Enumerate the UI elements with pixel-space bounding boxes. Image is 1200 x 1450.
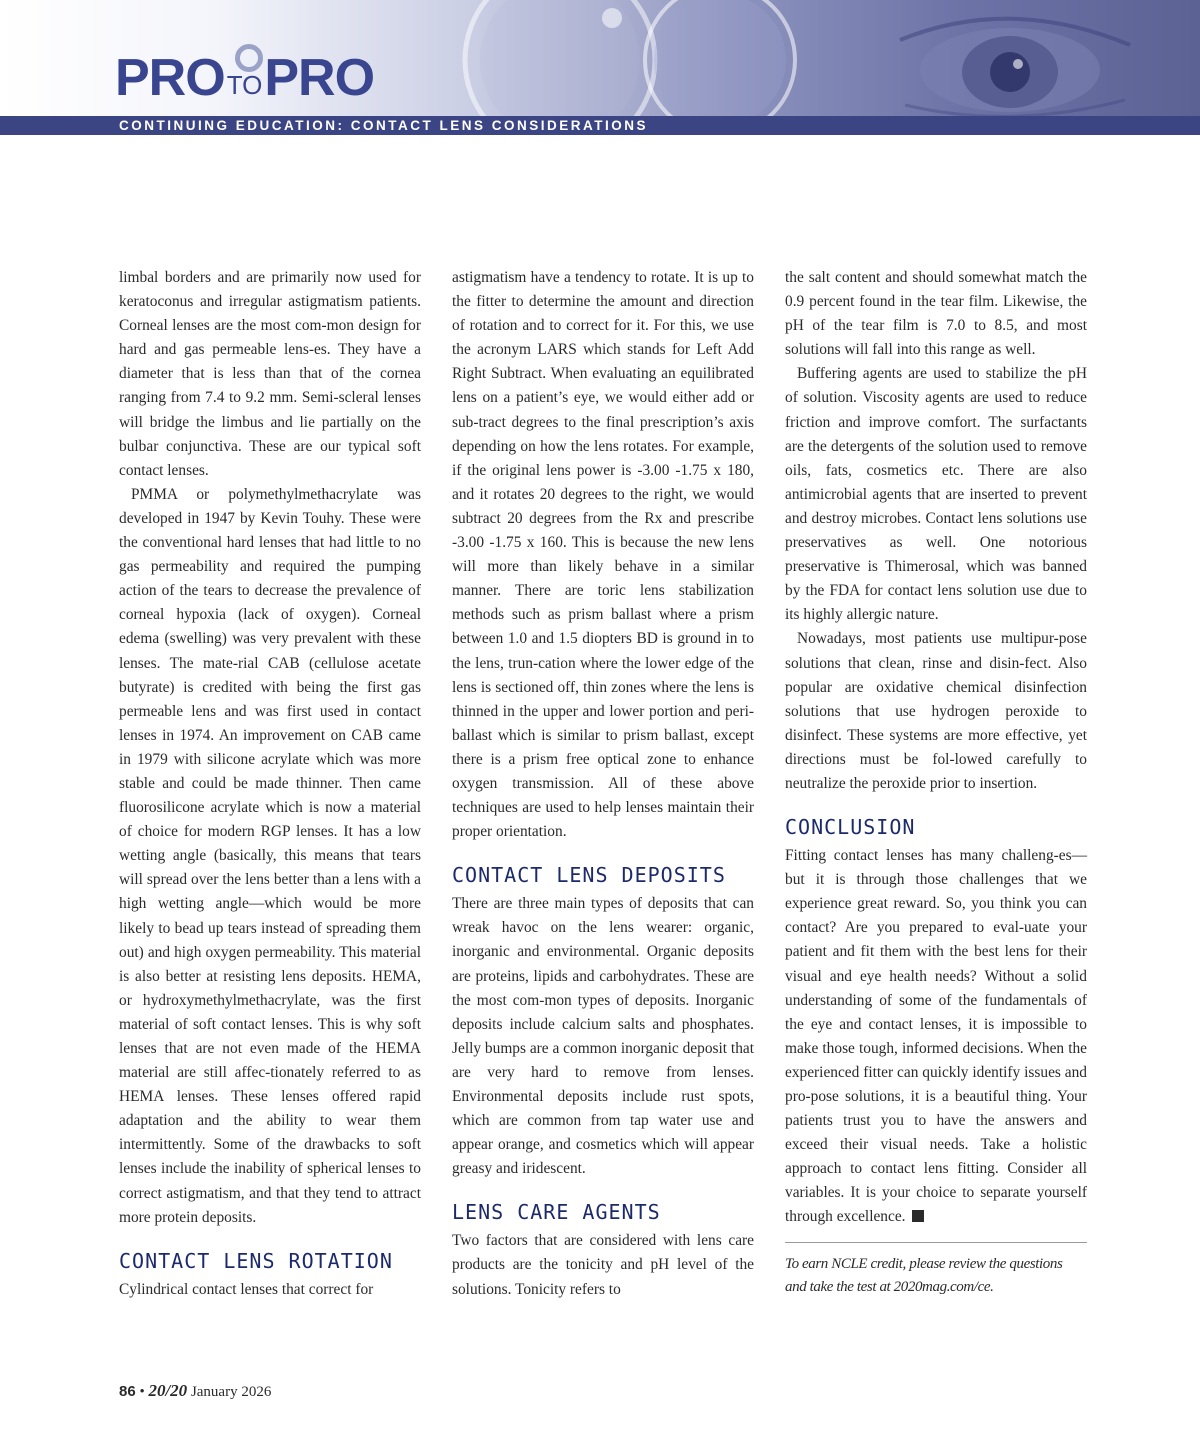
magazine-name: 20/20 xyxy=(148,1381,188,1400)
end-of-article-square-icon xyxy=(912,1210,924,1222)
heading-conclusion: CONCLUSION xyxy=(785,815,916,840)
section-banner xyxy=(0,116,1200,135)
logo-left: PRO xyxy=(115,49,225,107)
col2-paragraph-1: astigmatism have a tendency to rotate. It is up to the fitter to determine the amount and direction of rotation and to correct for it. For this, we use the acronym LARS which stands for Left Add Right Subtract. When evaluating an equilibrated lens on a patient’s eye, we would either add or sub-tract degrees to the final prescription’s axis depending on how the lens rotates. For example, if the original lens power is -3.00 -1.75 x 180, and it rotates 20 degrees to the right, we would subtract 20 degrees from the Rx and prescribe -3.00 -1.75 x 160. This is because the new lens will more than likely behave in a similar manner. There are toric lens stabilization methods such as prism ballast where a prism between 1.0 and 1.5 diopters BD is ground in to the lens, trun-cation where the lower edge of the lens is sectioned off, thin zones where the lens is thinned in the upper and lower portion and peri-ballast which is similar to prism ballast, except there is a prism free optical zone to enhance oxygen transmission. All of these above techniques are used to help lenses maintain their proper orientation. xyxy=(452,269,754,841)
header-banner-image xyxy=(0,0,1200,135)
heading-contact-lens-deposits: CONTACT LENS DEPOSITS xyxy=(452,863,726,888)
pro-to-pro-logo xyxy=(115,48,374,108)
heading-contact-lens-rotation: CONTACT LENS ROTATION xyxy=(119,1248,393,1273)
column-3 xyxy=(785,266,1087,1299)
issue-date: January 2026 xyxy=(190,1384,272,1400)
logo-to xyxy=(227,70,263,101)
col2-paragraph-2: There are three main types of deposits that can wreak havoc on the lens wearer: organic, inorganic and environmental. Organic deposits are proteins, lipids and carbohydrates. These are the most com-mon types of deposits. Inorganic deposits include calcium salts and phosphates. Jelly bumps are a common inorganic deposit that are very hard to remove from lenses. Environmental deposits include rust spots, which are common from tap water use and appear orange, and cosmetics which will appear greasy and iridescent. xyxy=(452,895,754,1178)
col3-paragraph-4 xyxy=(785,844,1087,1230)
col2-paragraph-3: Two factors that are considered with lens care products are the tonicity and pH level of the solutions. Tonicity refers to xyxy=(452,1232,754,1298)
footer-bullet: • xyxy=(139,1384,145,1400)
logo-right: PRO xyxy=(264,49,375,107)
heading-lens-care-agents: LENS CARE AGENTS xyxy=(452,1200,661,1225)
logo-to-text: TO xyxy=(226,70,263,100)
col1-paragraph-3: Cylindrical contact lenses that correct for xyxy=(119,1280,374,1298)
section-banner-text: CONTINUING EDUCATION: CONTACT LENS CONSIDERATIONS xyxy=(119,118,648,133)
col3-paragraph-2: Buffering agents are used to stabilize the pH of solution. Viscosity agents are used to reduce friction and improve comfort. The surfactants are the detergents of the solution used to remove oils, fats, cosmetics etc. There are also antimicrobial agents that are inserted to prevent and destroy microbes. Contact lens solutions use preservatives as well. One notorious preservative is Thimerosal, which was banned by the FDA for contact lens solution use due to its highly allergic nature. xyxy=(785,365,1087,624)
divider xyxy=(785,1242,1087,1243)
conclusion-text: Fitting contact lenses has many challeng-es—but it is through those challenges that we experience great reward. So, you think you can contact? Are you prepared to eval-uate your patient and fit them with the best lens for their visual and eye health needs? Without a solid understanding of some of the fundamentals of the eye and contact lenses, it is impossible to make those tough, informed decisions. When the experienced fitter can quickly identify issues and pro-pose solutions, it is a beautiful thing. Your patients trust you to have the answers and exceed their visual needs. Take a holistic approach to contact lens fitting. Consider all variables. It is your choice to separate yourself through excellence. xyxy=(785,847,1087,1226)
col1-paragraph-1: limbal borders and are primarily now used for keratoconus and irregular astigmatism patients. Corneal lenses are the most com-mon design for hard and gas permeable lens-es. They have a diameter that is less than that of the cornea ranging from 7.4 to 9.2 mm. Semi-scleral lenses will bridge the limbus and lie partially on the bulbar conjunctiva. These are our typical soft contact lenses. xyxy=(119,269,421,479)
column-1 xyxy=(119,266,421,1302)
logo-ring-icon xyxy=(235,44,263,72)
col3-paragraph-1: the salt content and should somewhat match the 0.9 percent found in the tear film. Likewise, the pH of the tear film is 7.0 to 8.5, and most solutions will fall into this range as well. xyxy=(785,269,1087,359)
col3-paragraph-3: Nowadays, most patients use multipur-pose solutions that clean, rinse and disin-fect. Also popular are oxidative chemical disinfection solutions that use hydrogen peroxide to disinfect. These systems are more effective, yet directions must be fol-lowed carefully to neutralize the peroxide prior to insertion. xyxy=(785,630,1087,792)
page-number: 86 xyxy=(119,1383,136,1400)
column-2 xyxy=(452,266,754,1302)
page-footer xyxy=(119,1381,271,1401)
ncle-credit-note: To earn NCLE credit, please review the questions and take the test at 2020mag.com/ce. xyxy=(785,1255,1063,1295)
col1-paragraph-2: PMMA or polymethylmethacrylate was developed in 1947 by Kevin Touhy. These were the conventional hard lenses that had little to no gas permeability and required the pumping action of the tears to decrease the prevalence of corneal hypoxia (lack of oxygen). Corneal edema (swelling) was very prevalent with these lenses. The mate-rial CAB (cellulose acetate butyrate) is credited with being the first gas permeable lens and was first used in contact lenses in 1974. An improvement on CAB came in 1979 with silicone acrylate which was more stable and could be made thinner. Then came fluorosilicone acrylate which is now a material of choice for modern RGP lenses. It has a low wetting angle (basically, this means that tears will spread over the lens better than a lens with a high wetting angle—which would be more likely to bead up tears instead of spreading them out) and high oxygen permeability. This material is also better at resisting lens deposits. HEMA, or hydroxymethylmethacrylate, was the first material of soft contact lenses. This is why soft lenses that are not even made of the HEMA material are still affec-tionately referred to as HEMA lenses. These lenses offered rapid adaptation and the ability to wear them intermittently. Some of the drawbacks to soft lenses include the inability of spherical lenses to correct astigmatism, and that they tend to attract more protein deposits. xyxy=(119,485,421,1226)
